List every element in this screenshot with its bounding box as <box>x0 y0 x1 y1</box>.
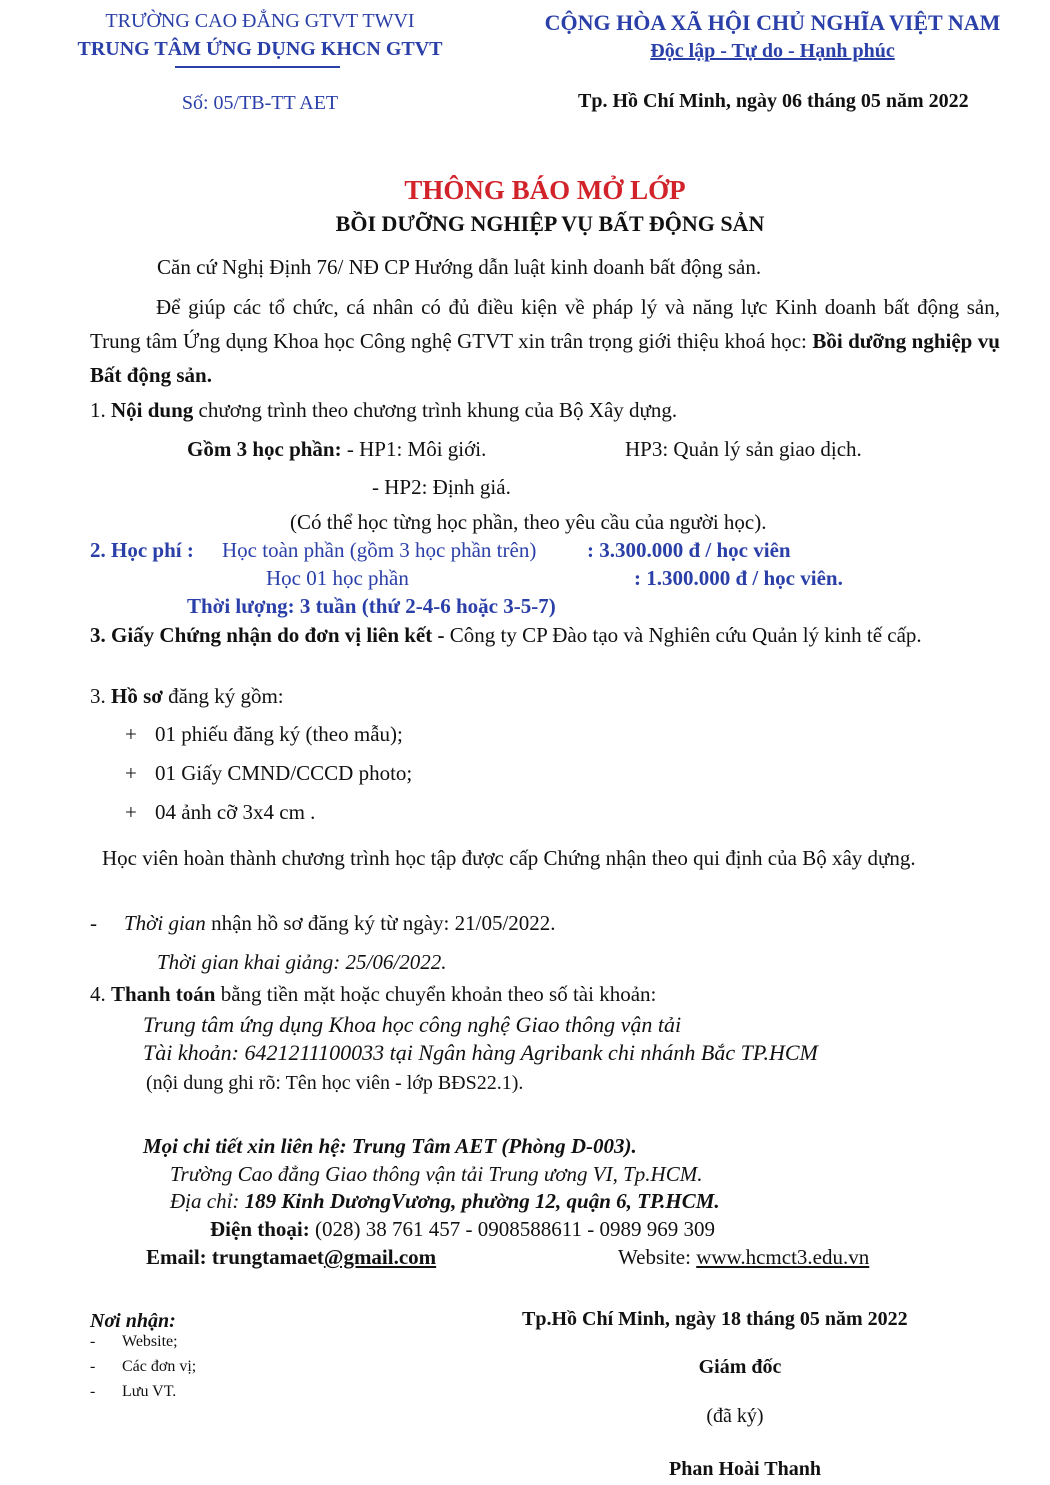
contact-label: Mọi chi tiết xin liên hệ: <box>143 1134 347 1158</box>
document-subtitle: BỒI DƯỠNG NGHIỆP VỤ BẤT ĐỘNG SẢN <box>335 211 765 236</box>
documents-heading <box>90 684 284 709</box>
email-user[interactable]: trungtamaet <box>211 1245 324 1269</box>
documents-text: đăng ký gồm: <box>162 684 284 708</box>
payment-text: bằng tiền mặt hoặc chuyển khoản theo số tài khoản: <box>215 982 657 1006</box>
modules-label: Gồm 3 học phần: <box>187 437 342 461</box>
section-content <box>90 398 677 423</box>
recipient-text: Website; <box>122 1333 178 1350</box>
bullet-plus: + <box>125 761 137 785</box>
fee-full-price: : 3.300.000 đ / học viên <box>587 538 791 562</box>
phone-text: (028) 38 761 457 - 0908588611 - 0989 969 309 <box>309 1217 715 1241</box>
dash-mark: - <box>90 1383 96 1400</box>
contact-center: Trung Tâm AET (Phòng D-003). <box>346 1134 637 1158</box>
module-hp3: HP3: Quản lý sản giao dịch. <box>625 437 862 461</box>
website-label: Website: <box>618 1245 697 1269</box>
document-item-1 <box>125 722 403 747</box>
certificate-paragraph <box>90 622 1000 649</box>
document-item-text: 04 ảnh cỡ 3x4 cm . <box>155 800 316 824</box>
school-name: TRƯỜNG CAO ĐẲNG GTVT TWVI <box>105 10 415 32</box>
legal-basis: Căn cứ Nghị Định 76/ NĐ CP Hướng dẫn luật kinh doanh bất động sản. <box>157 255 762 279</box>
course-name: Bồi dưỡng nghiệp vụ Bất động sản. <box>90 329 1000 387</box>
center-name: TRUNG TÂM ỨNG DỤNG KHCN GTVT <box>77 38 443 60</box>
recipient-text: Lưu VT. <box>122 1383 177 1400</box>
intro-text: Để giúp các tổ chức, cá nhân có đủ điều kiện về pháp lý và năng lực Kinh doanh bất động sản, Trung tâm Ứng dụng Khoa học Công nghệ GTVT xin trân trọng giới thiệu khoá học: <box>90 295 1000 353</box>
payment-note: (nội dung ghi rõ: Tên học viên - lớp BĐS22.1). <box>146 1072 524 1094</box>
module-hp1: - HP1: Môi giới. <box>341 437 487 461</box>
document-item-text: 01 phiếu đăng ký (theo mẫu); <box>155 722 403 746</box>
receive-date <box>90 911 556 936</box>
recipient-item-2 <box>90 1358 196 1376</box>
signer-name: Phan Hoài Thanh <box>669 1458 821 1480</box>
recipient-item-3 <box>90 1383 176 1401</box>
account-name: Trung tâm ứng dụng Khoa học công nghệ Giao thông vận tải <box>143 1012 682 1037</box>
document-item-3 <box>125 800 315 825</box>
bullet-plus: + <box>125 722 137 746</box>
documents-label: Hồ sơ <box>111 684 163 708</box>
document-item-text: 01 Giấy CMND/CCCD photo; <box>155 761 413 785</box>
phone-label: Điện thoại: <box>210 1217 310 1241</box>
course-duration: Thời lượng: 3 tuần (thứ 2-4-6 hoặc 3-5-7) <box>187 594 556 618</box>
receive-text: nhận hồ sơ đăng ký từ ngày: 21/05/2022. <box>205 911 556 935</box>
contact-school: Trường Cao đẳng Giao thông vận tải Trung ương VI, Tp.HCM. <box>170 1162 703 1186</box>
website-link[interactable]: www.hcmct3.edu.vn <box>696 1245 870 1269</box>
email-label: Email: <box>146 1245 212 1269</box>
recipient-text: Các đơn vị; <box>122 1358 197 1375</box>
payment-number: 4. <box>90 982 111 1006</box>
fee-single-text: Học 01 học phần <box>266 566 409 590</box>
dash-mark: - <box>90 1333 96 1350</box>
recipients-label: Nơi nhận: <box>90 1310 176 1332</box>
dash-mark: - <box>90 1358 96 1375</box>
contact-address <box>170 1189 720 1214</box>
issue-place-date: Tp. Hồ Chí Minh, ngày 06 tháng 05 năm 2022 <box>578 90 969 112</box>
signature-place-date: Tp.Hồ Chí Minh, ngày 18 tháng 05 năm 2022 <box>522 1308 908 1330</box>
certificate-text: Công ty CP Đào tạo và Nghiên cứu Quản lý kinh tế cấp. <box>444 623 922 647</box>
document-number: Số: 05/TB-TT AET <box>181 92 339 114</box>
contact-email[interactable] <box>146 1245 436 1270</box>
account-number: Tài khoản: 6421211100033 tại Ngân hàng Agribank chi nhánh Bắc TP.HCM <box>143 1040 818 1065</box>
payment-heading <box>90 982 656 1007</box>
country-name: CỘNG HÒA XÃ HỘI CHỦ NGHĨA VIỆT NAM <box>544 10 1001 35</box>
section-content-number: 1. <box>90 398 111 422</box>
bullet-plus: + <box>125 800 137 824</box>
signature-title: Giám đốc <box>698 1356 782 1378</box>
contact-line <box>143 1134 637 1159</box>
national-motto: Độc lập - Tự do - Hạnh phúc <box>650 40 895 62</box>
recipient-item-1 <box>90 1333 178 1351</box>
module-hp2: - HP2: Định giá. <box>372 475 511 499</box>
intro-paragraph <box>90 290 1000 392</box>
signature-signed: (đã ký) <box>706 1405 764 1427</box>
document-item-2 <box>125 761 412 786</box>
receive-label: Thời gian <box>124 911 206 935</box>
certificate-label: 3. Giấy Chứng nhận do đơn vị liên kết - <box>90 623 445 647</box>
fee-label: 2. Học phí : <box>90 538 194 562</box>
opening-date: Thời gian khai giảng: 25/06/2022. <box>157 950 447 974</box>
section-content-text: chương trình theo chương trình khung của Bộ Xây dựng. <box>193 398 678 422</box>
email-domain[interactable]: @gmail.com <box>323 1245 437 1269</box>
payment-label: Thanh toán <box>111 982 216 1006</box>
address-label: Địa chỉ: <box>170 1189 240 1213</box>
section-content-label: Nội dung <box>111 398 194 422</box>
dash-mark: - <box>90 911 97 935</box>
document-title: THÔNG BÁO MỞ LỚP <box>404 175 686 205</box>
modules-note: (Có thể học từng học phần, theo yêu cầu của người học). <box>290 510 767 534</box>
modules-line <box>187 437 486 462</box>
completion-note: Học viên hoàn thành chương trình học tập được cấp Chứng nhận theo qui định của Bộ xây dựng. <box>102 846 916 870</box>
fee-full-text: Học toàn phần (gồm 3 học phần trên) <box>222 538 537 562</box>
center-underline <box>175 66 340 68</box>
contact-website[interactable] <box>618 1245 869 1270</box>
contact-phone <box>210 1217 715 1242</box>
documents-number: 3. <box>90 684 111 708</box>
fee-single-price: : 1.300.000 đ / học viên. <box>634 566 843 590</box>
address-text: 189 Kinh DươngVương, phường 12, quận 6, TP.HCM. <box>239 1189 720 1213</box>
